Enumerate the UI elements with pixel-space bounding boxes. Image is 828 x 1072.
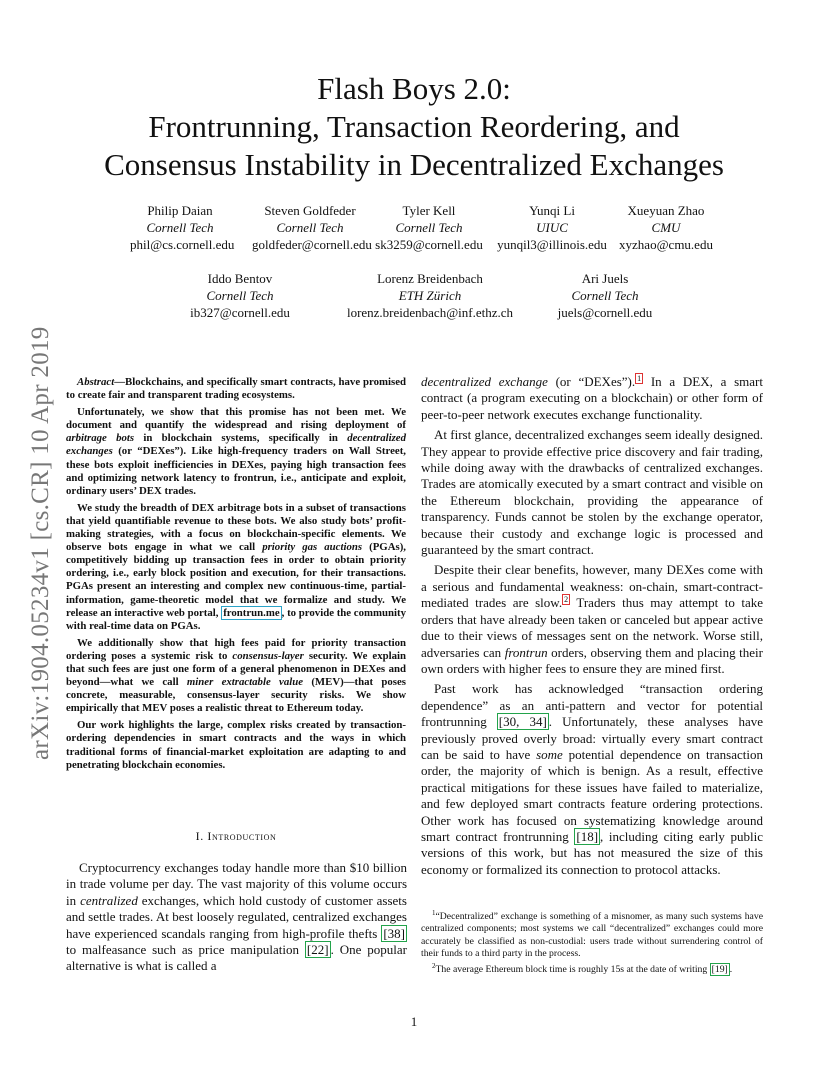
author-email[interactable]: xyzhao@cmu.edu xyxy=(619,237,713,252)
author-email[interactable]: goldfeder@cornell.edu xyxy=(252,237,372,252)
abstract-text: —Blockchains, and specifically smart contracts, have promised to create fair and transparent trading ecosystems. xyxy=(66,376,406,402)
abstract-emphasis: miner extractable value xyxy=(186,676,304,689)
abstract-text: (PGAs), competitively bidding up transaction fees in order to obtain priority ordering, i.e., early block position and execution, for their transactions. PGAs present an interesting and complex new continuous-time, partial-information, game-theoretic model that we formalize and study. We release an interactive web portal, xyxy=(66,541,406,619)
abstract-paragraph xyxy=(66,502,406,633)
section-number: I. xyxy=(195,829,204,843)
author-affiliation: Cornell Tech xyxy=(146,220,214,235)
body-paragraph xyxy=(421,374,763,423)
title-line-2: Frontrunning, Transaction Reordering, and xyxy=(148,109,680,144)
author-email[interactable]: phil@cs.cornell.edu xyxy=(130,237,235,252)
author-name: Xueyuan Zhao xyxy=(627,203,705,218)
body-text: Past work has acknowledged “transaction ordering dependence” as an anti-pattern and vector for potential frontrunning xyxy=(421,681,763,730)
author-name: Yunqi Li xyxy=(529,203,575,218)
author-block xyxy=(330,270,530,321)
abstract-text: We study the breadth of DEX arbitrage bots in a subset of transactions that yield quantifiable revenue to these bots. We also study bots’ profit-making strategies, with a focus on blockchain-specific elements. We observe bots engage in what we call xyxy=(66,501,406,554)
author-name: Steven Goldfeder xyxy=(264,203,356,218)
abstract-emphasis: consensus-layer xyxy=(232,649,304,662)
footnote-text: “Decentralized” exchange is something of a misnomer, as many such systems have centralized components; most systems we call “decentralized” exchanges could more accurately be classified as non-custodial: users trade without surrendering control of their funds to a third party in the process. xyxy=(421,911,763,959)
abstract-label: Abstract xyxy=(77,376,115,388)
body-text: (or “DEXes”). xyxy=(547,374,636,389)
citation-link[interactable]: [19] xyxy=(711,964,728,976)
body-text: potential dependence on transaction order, the majority of which is benign. As a result, effective practical mitigations for these issues have failed to materialize, and few deployed smart contracts feature ordering protections. Other work has focused on systematizing knowledge around smart contract frontrunning xyxy=(421,746,764,844)
body-text: orders, observing them and placing their own orders with higher fees to ensure they are mined first. xyxy=(421,644,763,676)
frontrun-link[interactable]: frontrun.me xyxy=(223,606,280,619)
abstract-text: in blockchain systems, specifically in xyxy=(134,432,348,445)
right-column xyxy=(421,374,763,882)
abstract-paragraph: Our work highlights the large, complex risks created by transaction-ordering dependencies in smart contracts and the ways in which traditional forms of financial-market exploitation are adapting to and penetrating blockchain economies. xyxy=(66,719,406,771)
citation-link[interactable]: [18] xyxy=(576,828,599,844)
author-name: Philip Daian xyxy=(147,203,213,218)
abstract-emphasis: priority gas auctions xyxy=(262,541,363,554)
author-name: Tyler Kell xyxy=(402,203,456,218)
body-text: exchanges, which hold custody of customer assets and settle trades. At best loosely regulated, centralized exchanges have experienced scandals ranging from high-profile thefts xyxy=(66,892,407,941)
title-line-3: Consensus Instability in Decentralized Exchanges xyxy=(104,147,724,182)
author-email[interactable]: juels@cornell.edu xyxy=(557,305,653,320)
body-text: . Unfortunately, these analyses have previously proved overly broad: virtually every smart contract can be said to have xyxy=(421,714,763,762)
abstract-emphasis: arbitrage bots xyxy=(66,432,135,445)
body-text: . One popular alternative is what is called a xyxy=(66,942,407,974)
footnote xyxy=(421,907,763,960)
author-email[interactable]: lorenz.breidenbach@inf.ethz.ch xyxy=(346,305,514,320)
author-affiliation: Cornell Tech xyxy=(206,288,274,303)
abstract-text: , to provide the community with real-time data on PGAs. xyxy=(66,606,406,632)
page-number: 1 xyxy=(410,1014,418,1029)
body-paragraph xyxy=(66,860,407,975)
author-block xyxy=(130,202,235,253)
abstract-paragraph xyxy=(66,406,406,498)
author-block xyxy=(172,270,308,321)
citation-link[interactable]: [30, 34] xyxy=(498,714,547,730)
author-email[interactable]: yunqil3@illinois.edu xyxy=(497,237,607,252)
footnote-text: . xyxy=(729,964,733,976)
footnote-number: 1 xyxy=(432,909,436,917)
author-email[interactable]: sk3259@cornell.edu xyxy=(375,237,483,252)
abstract-paragraph xyxy=(66,376,406,402)
abstract-text: (or “DEXes”). Like high-frequency traders on Wall Street, these bots exploit inefficiencies in DEXes, paying high transaction fees and optimizing network latency to frontrun, i.e., anticipate and exploit, ordinary users’ DEX trades. xyxy=(66,445,406,497)
abstract-text: (MEV)—that poses concrete, measurable, consensus-layer security risks. We show empirically that MEV poses a realistic threat to Ethereum today. xyxy=(66,676,406,715)
body-text: Cryptocurrency exchanges today handle more than $10 billion in trade volume per day. The vast majority of this volume occurs in xyxy=(66,860,407,908)
abstract-text: Unfortunately, we show that this promise has not been met. We document and quantify the widespread and rising deployment of xyxy=(66,406,406,432)
footnote-number: 2 xyxy=(432,962,436,971)
author-block xyxy=(494,202,610,253)
intro-left-column xyxy=(66,860,407,975)
author-email[interactable]: ib327@cornell.edu xyxy=(190,305,290,320)
title-line-1: Flash Boys 2.0: xyxy=(317,71,511,106)
footnote-marker[interactable]: 1 xyxy=(637,373,642,383)
footnote xyxy=(421,960,763,976)
author-affiliation: Cornell Tech xyxy=(276,220,344,235)
citation-link[interactable]: [38] xyxy=(383,925,405,941)
author-affiliation: Cornell Tech xyxy=(395,220,463,235)
abstract-emphasis: decentralized exchanges xyxy=(66,432,406,458)
body-paragraph: At first glance, decentralized exchanges seem ideally designed. They appear to provide effective price discovery and fair trading, while doing away with the drawbacks of centralized exchanges. Trades are atomically executed by a smart contract and visible on the Ethereum blockchain, providing the appearance of transparency. Funds cannot be stolen by the exchange operator, because their custody and exchange logic is processed and guaranteed by the smart contract. xyxy=(421,427,763,558)
abstract xyxy=(66,376,406,776)
footnote-text: The average Ethereum block time is roughly 15s at the date of writing xyxy=(435,964,710,976)
body-paragraph xyxy=(421,681,763,878)
paper-title xyxy=(0,70,828,184)
author-affiliation: ETH Zürich xyxy=(398,288,462,303)
author-affiliation: CMU xyxy=(651,220,681,235)
author-block xyxy=(252,202,372,253)
arxiv-stamp: arXiv:1904.05234v1 [cs.CR] 10 Apr 2019 xyxy=(27,326,54,760)
body-emphasis: decentralized exchange xyxy=(421,374,548,389)
body-text: , including citing early public versions of this work, but has not measured the size of this economy or formalized its connection to protocol attacks. xyxy=(421,828,763,877)
body-text: Despite their clear benefits, however, many DEXes come with a serious and fundamental weakness: on-chain, smart-contract-mediated trades are slow. xyxy=(421,562,763,611)
body-text: to malfeasance such as price manipulation xyxy=(66,942,305,958)
body-emphasis: some xyxy=(536,746,563,762)
author-block xyxy=(545,270,665,321)
citation-link[interactable]: [22] xyxy=(306,942,329,958)
author-affiliation: Cornell Tech xyxy=(571,288,639,303)
section-title: Introduction xyxy=(207,829,277,843)
author-name: Lorenz Breidenbach xyxy=(377,271,483,286)
section-heading xyxy=(66,829,406,844)
author-affiliation: UIUC xyxy=(536,220,568,235)
author-name: Iddo Bentov xyxy=(207,271,273,286)
author-block xyxy=(614,202,718,253)
body-emphasis: frontrun xyxy=(504,644,548,660)
abstract-text: security. We explain that such fees are just one form of a general phenomenon in DEXes and beyond—what we call xyxy=(66,649,406,689)
body-paragraph xyxy=(421,562,763,677)
footnotes xyxy=(421,907,763,976)
abstract-paragraph xyxy=(66,637,406,716)
author-name: Ari Juels xyxy=(581,271,629,286)
body-text: In a DEX, a smart contract (a program executing on a blockchain) or other form of peer-to-peer network executes exchange functionality. xyxy=(421,374,763,422)
body-text: Traders thus may attempt to take orders that have already been taken or canceled but appear active due to their views of messages sent on the network. Worse still, adversaries can xyxy=(421,595,763,660)
footnote-marker[interactable]: 2 xyxy=(564,594,569,604)
body-emphasis: centralized xyxy=(80,892,138,908)
author-block xyxy=(371,202,487,253)
abstract-text: We additionally show that high fees paid for priority transaction ordering poses a systemic risk to xyxy=(66,636,406,662)
